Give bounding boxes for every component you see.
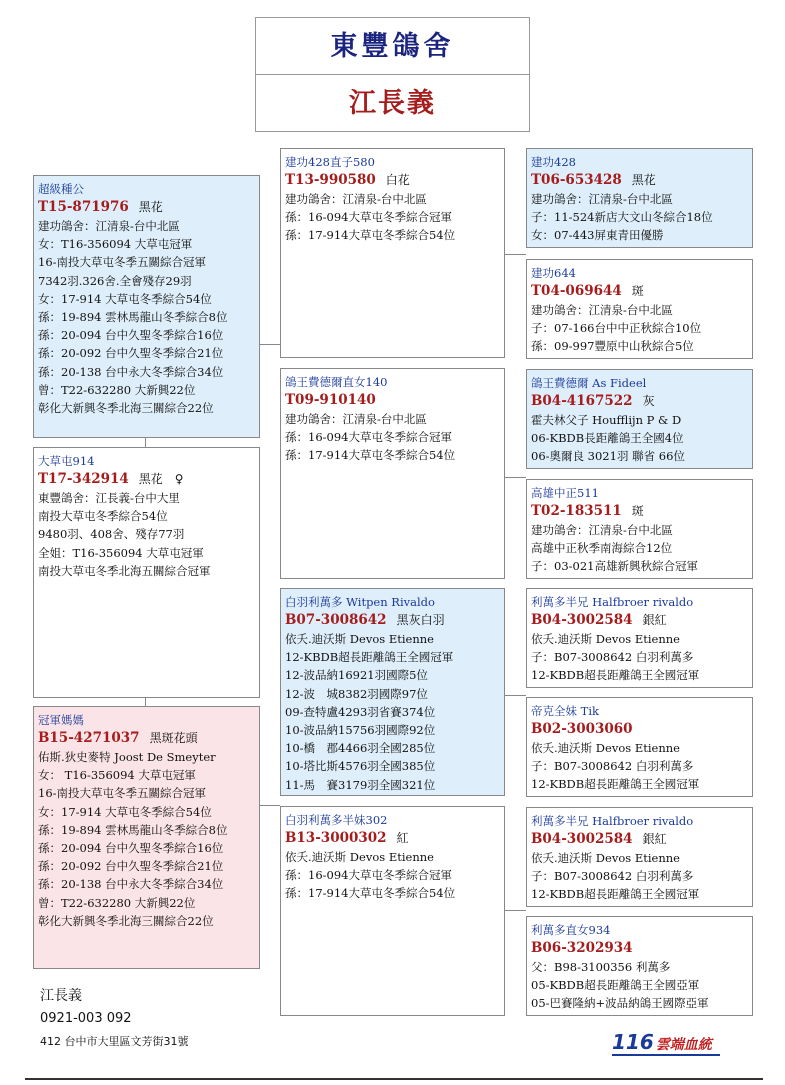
pedigree-card-gg5 <box>526 588 753 688</box>
pedigree-card-dam <box>33 706 260 969</box>
card-line: 依夭.迪沃斯 Devos Etienne <box>531 851 680 865</box>
card-line: 12-波品納16921羽國際5位 <box>285 668 428 683</box>
card-line: 子：03-021高雄新興秋綜合冠軍 <box>531 559 698 574</box>
logo-underline <box>612 1054 720 1056</box>
ring-number: B06-3202934 <box>531 940 633 956</box>
card-line: 父：B98-3100356 利萬多 <box>531 960 671 974</box>
card-line: 曾：T22-632280 大新興22位 <box>38 382 196 397</box>
feather-color: 白花 <box>385 173 410 187</box>
pedigree-card-mate <box>33 447 260 698</box>
ring-number: T04-069644 <box>531 283 622 299</box>
card-line: 子：B07-3008642 白羽利萬多 <box>531 869 694 884</box>
card-line: 建功鴿舍：江清泉-台中北區 <box>285 412 427 426</box>
card-line: 10-塔比斯4576羽全國385位 <box>285 759 436 774</box>
card-line: 女： T16-356094 大草屯冠軍 <box>38 768 196 783</box>
loft-name: 東豐鴿舍 <box>255 17 530 75</box>
card-line: 12-KBDB超長距離鴿王全國冠軍 <box>531 777 700 792</box>
ring-number: B15-4271037 <box>38 730 140 746</box>
pedigree-card-gg2 <box>526 259 753 359</box>
card-title: 白羽利萬多半妹302 <box>285 813 388 827</box>
feather-color: 黑花 ♀ <box>138 472 184 486</box>
card-line: 16-南投大草屯冬季五關綜合冠軍 <box>38 255 207 270</box>
card-line: 10-橋 郡4466羽全國285位 <box>285 741 436 756</box>
card-line: 曾：T22-632280 大新興22位 <box>38 895 196 910</box>
card-line: 孫：16-094大草屯冬季綜合冠軍 <box>285 868 452 883</box>
card-title: 白羽利萬多 Witpen Rivaldo <box>285 595 435 609</box>
card-line: 12-KBDB超長距離鴿王全國冠軍 <box>531 887 700 902</box>
ring-number: T06-653428 <box>531 172 622 188</box>
card-line: 高雄中正秋季南海綜合12位 <box>531 541 673 556</box>
card-line: 南投大草屯冬季北海五關綜合冠軍 <box>38 563 211 578</box>
card-line: 孫：17-914大草屯冬季綜合54位 <box>285 886 456 901</box>
card-line: 子：B07-3008642 白羽利萬多 <box>531 759 694 774</box>
ring-number: B04-4167522 <box>531 393 633 409</box>
pedigree-card-gg8 <box>526 916 753 1016</box>
feather-color: 黑花 <box>631 173 656 187</box>
pedigree-card-dam-dam <box>280 806 505 1016</box>
card-title: 建功428直子580 <box>285 155 375 169</box>
feather-color: 斑 <box>631 284 644 298</box>
feather-color: 銀紅 <box>642 832 667 846</box>
card-title: 鴿王費德爾直女140 <box>285 375 388 389</box>
connector <box>145 437 146 447</box>
card-line: 依夭.迪沃斯 Devos Etienne <box>531 632 680 646</box>
ring-number: T13-990580 <box>285 172 376 188</box>
ring-number: T15-871976 <box>38 199 129 215</box>
card-line: 女：07-443屏東青田優勝 <box>531 228 664 243</box>
card-line: 建功鴿舍：江清泉-台中北區 <box>285 192 427 206</box>
pedigree-card-gg3 <box>526 369 753 469</box>
card-line: 彰化大新興冬季北海三關綜合22位 <box>38 401 214 416</box>
card-line: 佑斯.狄史麥特 Joost De Smeyter <box>38 750 216 764</box>
card-line: 12-波 城8382羽國際97位 <box>285 686 428 701</box>
card-line: 09-查特盧4293羽省賽374位 <box>285 704 436 719</box>
connector <box>504 254 526 255</box>
footer-phone: 0921-003 092 <box>40 1011 132 1026</box>
ring-number: T17-342914 <box>38 471 129 487</box>
connector <box>259 805 280 806</box>
feather-color: 紅 <box>396 831 409 845</box>
owner-name-header: 江長義 <box>255 74 530 132</box>
card-title: 利萬多直女934 <box>531 923 611 937</box>
pedigree-card-gg4 <box>526 479 753 579</box>
card-line: 子：B07-3008642 白羽利萬多 <box>531 650 694 665</box>
connector <box>504 910 526 911</box>
card-line: 孫：20-138 台中永大冬季綜合34位 <box>38 364 224 379</box>
feather-color: 灰 <box>642 394 655 408</box>
connector <box>145 697 146 706</box>
card-line: 孫：09-997豐原中山秋綜合5位 <box>531 339 694 354</box>
card-title: 超級種公 <box>38 182 84 196</box>
card-line: 女：17-914 大草屯冬季綜合54位 <box>38 291 212 306</box>
ring-number: T02-183511 <box>531 503 622 519</box>
footer-owner: 江長義 <box>40 988 82 1004</box>
ring-number: T09-910140 <box>285 392 376 408</box>
card-line: 12-KBDB超長距離鴿王全國冠軍 <box>285 650 454 665</box>
connector <box>259 344 280 345</box>
footer-address: 412 台中市大里區文芳街31號 <box>40 1035 189 1048</box>
card-line: 孫：17-914大草屯冬季綜合54位 <box>285 448 456 463</box>
card-title: 高雄中正511 <box>531 486 599 500</box>
card-line: 東豐鴿舍：江長義-台中大里 <box>38 491 180 505</box>
card-line: 子：11-524新店大文山冬綜合18位 <box>531 210 713 225</box>
card-line: 06-奧爾良 3021羽 聯省 66位 <box>531 449 685 464</box>
pedigree-card-sire-dam <box>280 368 505 579</box>
pedigree-card-dam-sire <box>280 588 505 796</box>
connector <box>504 695 526 696</box>
card-title: 利萬多半兄 Halfbroer rivaldo <box>531 595 694 609</box>
card-line: 16-南投大草屯冬季五關綜合冠軍 <box>38 786 207 801</box>
card-title: 鴿王費德爾 As Fideel <box>531 376 647 390</box>
feather-color: 銀紅 <box>642 613 667 627</box>
connector <box>504 477 526 478</box>
feather-color: 黑灰白羽 <box>396 613 445 627</box>
ring-number: B07-3008642 <box>285 612 387 628</box>
ring-number: B04-3002584 <box>531 612 633 628</box>
card-line: 建功鴿舍：江清泉-台中北區 <box>531 192 673 206</box>
card-line: 子：07-166台中中正秋綜合10位 <box>531 321 702 336</box>
pedigree-card-gg6 <box>526 697 753 797</box>
card-line: 孫：20-094 台中久聖冬季綜合16位 <box>38 841 224 856</box>
card-line: 孫：20-094 台中久聖冬季綜合16位 <box>38 328 224 343</box>
card-line: 依夭.迪沃斯 Devos Etienne <box>285 632 434 646</box>
card-line: 建功鴿舍：江清泉-台中北區 <box>531 303 673 317</box>
feather-color: 斑 <box>631 504 644 518</box>
card-line: 孫：19-894 雲林馬龍山冬季綜合8位 <box>38 822 228 837</box>
card-line: 11-馬 賽3179羽全國321位 <box>285 777 436 792</box>
card-line: 孫：20-092 台中久聖冬季綜合21位 <box>38 346 224 361</box>
card-line: 女：17-914 大草屯冬季綜合54位 <box>38 804 212 819</box>
card-line: 10-波品納15756羽國際92位 <box>285 723 436 738</box>
card-line: 孫：16-094大草屯冬季綜合冠軍 <box>285 430 452 445</box>
card-line: 孫：16-094大草屯冬季綜合冠軍 <box>285 210 452 225</box>
card-line: 依夭.迪沃斯 Devos Etienne <box>285 850 434 864</box>
card-line: 孫：19-894 雲林馬龍山冬季綜合8位 <box>38 310 228 325</box>
logo-text: 雲端血統 <box>655 1037 712 1053</box>
feather-color: 黑花 <box>138 200 163 214</box>
card-line: 全姐：T16-356094 大草屯冠軍 <box>38 545 204 560</box>
pedigree-card-gg1 <box>526 148 753 248</box>
card-line: 05-巴賽隆納+波品納鴿王國際亞軍 <box>531 996 709 1011</box>
card-line: 孫：20-138 台中永大冬季綜合34位 <box>38 877 224 892</box>
card-title: 建功644 <box>531 266 576 280</box>
card-line: 06-KBDB長距離鴿王全國4位 <box>531 431 684 446</box>
brand-logo <box>612 1030 712 1054</box>
pedigree-card-gg7 <box>526 807 753 907</box>
card-line: 建功鴿舍：江清泉-台中北區 <box>38 219 180 233</box>
card-line: 05-KBDB超長距離鴿王全國亞軍 <box>531 978 700 993</box>
card-line: 依夭.迪沃斯 Devos Etienne <box>531 741 680 755</box>
card-title: 利萬多半兄 Halfbroer rivaldo <box>531 814 694 828</box>
ring-number: B02-3003060 <box>531 721 633 737</box>
pedigree-card-subject <box>33 175 260 438</box>
card-line: 女：T16-356094 大草屯冠軍 <box>38 237 193 252</box>
feather-color: 黑斑花頭 <box>149 731 198 745</box>
card-line: 12-KBDB超長距離鴿王全國冠軍 <box>531 668 700 683</box>
card-line: 孫：17-914大草屯冬季綜合54位 <box>285 228 456 243</box>
card-title: 建功428 <box>531 155 576 169</box>
card-line: 建功鴿舍：江清泉-台中北區 <box>531 523 673 537</box>
card-line: 9480羽、408舍、殘存77羽 <box>38 527 185 542</box>
card-line: 彰化大新興冬季北海三關綜合22位 <box>38 913 214 928</box>
card-line: 孫：20-092 台中久聖冬季綜合21位 <box>38 859 224 874</box>
card-title: 大草屯914 <box>38 454 95 468</box>
ring-number: B04-3002584 <box>531 831 633 847</box>
card-title: 帝克全妹 Tik <box>531 704 599 718</box>
bottom-divider <box>25 1078 763 1080</box>
card-line: 霍夫林父子 Houfflijn P & D <box>531 413 682 427</box>
card-line: 7342羽.326舍.全會殘存29羽 <box>38 273 192 288</box>
logo-number: 116 <box>612 1030 654 1054</box>
card-line: 南投大草屯冬季綜合54位 <box>38 509 168 524</box>
pedigree-card-sire-sire <box>280 148 505 358</box>
ring-number: B13-3000302 <box>285 830 387 846</box>
card-title: 冠軍媽媽 <box>38 713 84 727</box>
